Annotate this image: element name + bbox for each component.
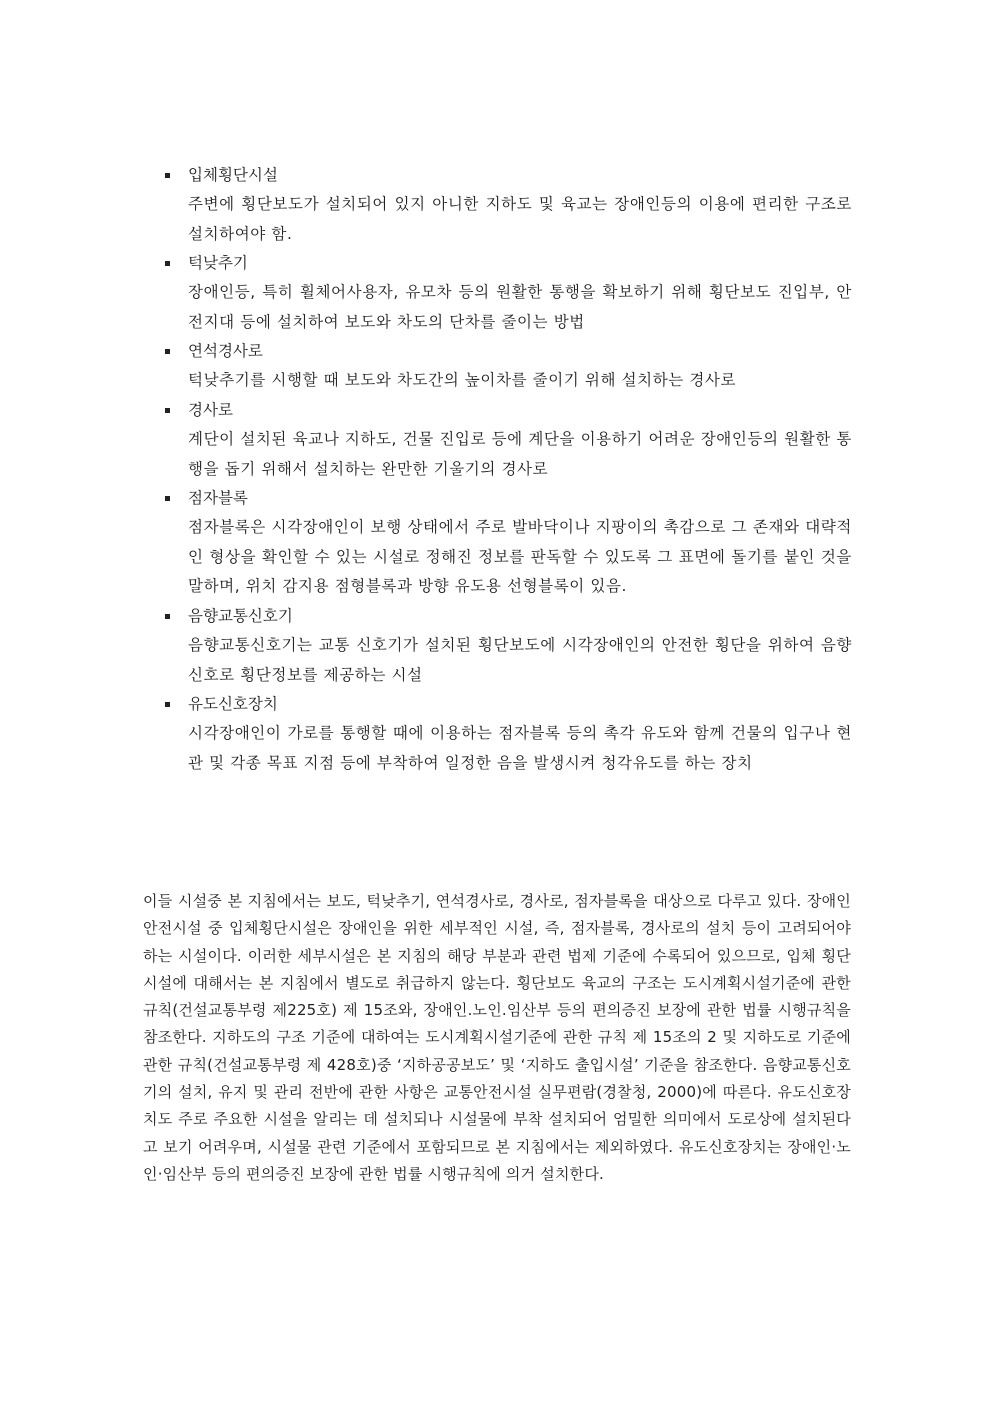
list-item-description: 장애인등, 특히 휠체어사용자, 유모차 등의 원활한 통행을 확보하기 위해 횡단보도 진입부, 안전지대 등에 설치하여 보도와 차도의 단차를 줄이는 방법 bbox=[188, 283, 852, 331]
facility-list bbox=[162, 161, 862, 778]
list-item-title: 경사로 bbox=[188, 400, 233, 419]
square-bullet-icon bbox=[165, 261, 170, 266]
list-item-description: 턱낮추기를 시행할 때 보도와 차도간의 높이차를 줄이기 위해 설치하는 경사로 bbox=[188, 371, 737, 390]
list-item-heading bbox=[162, 602, 862, 631]
list-item bbox=[162, 161, 862, 249]
list-item-heading bbox=[162, 161, 862, 190]
list-item bbox=[162, 337, 862, 396]
square-bullet-icon bbox=[165, 496, 170, 501]
list-item-title: 점자블록 bbox=[188, 489, 248, 508]
list-item bbox=[162, 396, 862, 484]
list-item-title: 음향교통신호기 bbox=[188, 606, 293, 625]
list-item-title: 입체횡단시설 bbox=[188, 166, 278, 184]
list-item-description: 주변에 횡단보도가 설치되어 있지 아니한 지하도 및 육교는 장애인등의 이용에 편리한 구조로 설치하여야 함. bbox=[188, 195, 852, 243]
list-item-heading bbox=[162, 484, 862, 513]
square-bullet-icon bbox=[165, 173, 170, 178]
square-bullet-icon bbox=[165, 702, 170, 707]
list-item-heading bbox=[162, 249, 862, 278]
list-item-title: 턱낮추기 bbox=[188, 254, 248, 273]
list-item-title: 유도신호장치 bbox=[188, 695, 278, 714]
list-item-description: 시각장애인이 가로를 통행할 때에 이용하는 점자블록 등의 촉각 유도와 함께 건물의 입구나 현관 및 각종 목표 지점 등에 부착하여 일정한 음을 발생시켜 청각유도를 하는 장치 bbox=[188, 724, 852, 772]
list-item-heading bbox=[162, 690, 862, 719]
list-item-description: 계단이 설치된 육교나 지하도, 건물 진입로 등에 계단을 이용하기 어려운 장애인등의 원활한 통행을 돕기 위해서 설치하는 완만한 기울기의 경사로 bbox=[188, 429, 852, 478]
list-item-heading bbox=[162, 337, 862, 366]
list-item bbox=[162, 690, 862, 778]
list-item-description: 점자블록은 시각장애인이 보행 상태에서 주로 발바닥이나 지팡이의 촉감으로 그 존재와 대략적인 형상을 확인할 수 있는 시설로 정해진 정보를 판독할 수 있도록 그 표면에 돌기를 붙인 것을 말하며, 위치 감지용 점형블록과 방향 유도용 선형블록이 있음. bbox=[188, 518, 852, 596]
square-bullet-icon bbox=[165, 614, 170, 619]
square-bullet-icon bbox=[165, 408, 170, 413]
list-item bbox=[162, 484, 862, 602]
list-item-title: 연석경사로 bbox=[188, 342, 263, 361]
list-item-description: 음향교통신호기는 교통 신호기가 설치된 횡단보도에 시각장애인의 안전한 횡단을 위하여 음향신호로 횡단정보를 제공하는 시설 bbox=[188, 635, 852, 684]
body-paragraph: 이들 시설중 본 지침에서는 보도, 턱낮추기, 연석경사로, 경사로, 점자블록을 대상으로 다루고 있다. 장애인 안전시설 중 입체횡단시설은 장애인을 위한 세부적인 시설, 즉, 점자블록, 경사로의 설치 등이 고려되어야 하는 시설이다. 이러한 세부시설은 본 지침의 해당 부분과 관련 법제 기준에 수록되어 있으므로, 입체 횡단시설에 대해서는 본 지침에서 별도로 취급하지 않는다. 횡단보도 육교의 구조는 도시계획시설기준에 관한 규칙(건설교통부령 제225호) 제 15조와, 장애인.노인.임산부 등의 편의증진 보장에 관한 법률 시행규칙을 참조한다. 지하도의 구조 기준에 대하여는 도시계획시설기준에 관한 규칙 제 15조의 2 및 지하도로 기준에 관한 규칙(건설교통부령 제 428호)중 ‘지하공공보도’ 및 ‘지하도 출입시설’ 기준을 참조한다. 음향교통신호기의 설치, 유지 및 관리 전반에 관한 사항은 교통안전시설 실무편람(경찰청, 2000)에 따른다. 유도신호장치도 주로 주요한 시설을 알리는 데 설치되나 시설물에 부착 설치되어 엄밀한 의미에서 도로상에 설치된다고 보기 어려우며, 시설물 관련 기준에서 포함되므로 본 지침에서는 제외하였다. 유도신호장치는 장애인·노인·임산부 등의 편의증진 보장에 관한 법률 시행규칙에 의거 설치한다. bbox=[143, 892, 851, 1183]
list-item bbox=[162, 602, 862, 690]
list-item-heading bbox=[162, 396, 862, 425]
square-bullet-icon bbox=[165, 349, 170, 354]
list-item bbox=[162, 249, 862, 337]
